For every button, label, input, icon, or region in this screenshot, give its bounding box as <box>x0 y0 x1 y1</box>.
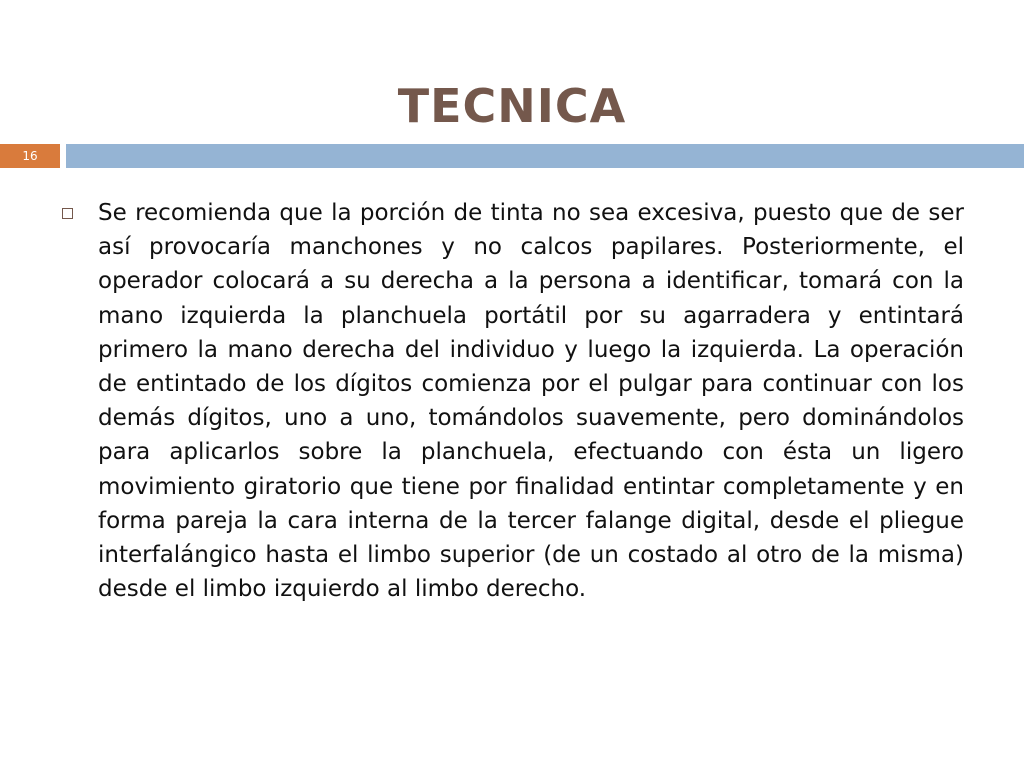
page-number-badge: 16 <box>0 144 60 168</box>
hollow-square-bullet-icon <box>62 208 73 219</box>
bullet-text: Se recomienda que la porción de tinta no sea excesiva, puesto que de ser así provocaría manchones y no calcos papilares. Posteriormente, el operador colocará a su derecha a la persona a identificar, tomará con la mano izquierda la planchuela portátil por su agarradera y entintará primero la mano derecha del individuo y luego la izquierda. La operación de entintado de los dígitos comienza por el pulgar para continuar con los demás dígitos, uno a uno, tomándolos suavemente, pero dominándolos para aplicarlos sobre la planchuela, efectuando con ésta un ligero movimiento giratorio que tiene por finalidad entintar completamente y en forma pareja la cara interna de la tercer falange digital, desde el pliegue interfalángico hasta el limbo superior (de un costado al otro de la misma) desde el limbo izquierdo al limbo derecho. <box>98 200 964 603</box>
slide-title: TECNICA <box>397 78 627 133</box>
header-divider-bar <box>66 144 1024 168</box>
bullet-item <box>62 196 964 606</box>
bullet-list <box>62 196 964 606</box>
